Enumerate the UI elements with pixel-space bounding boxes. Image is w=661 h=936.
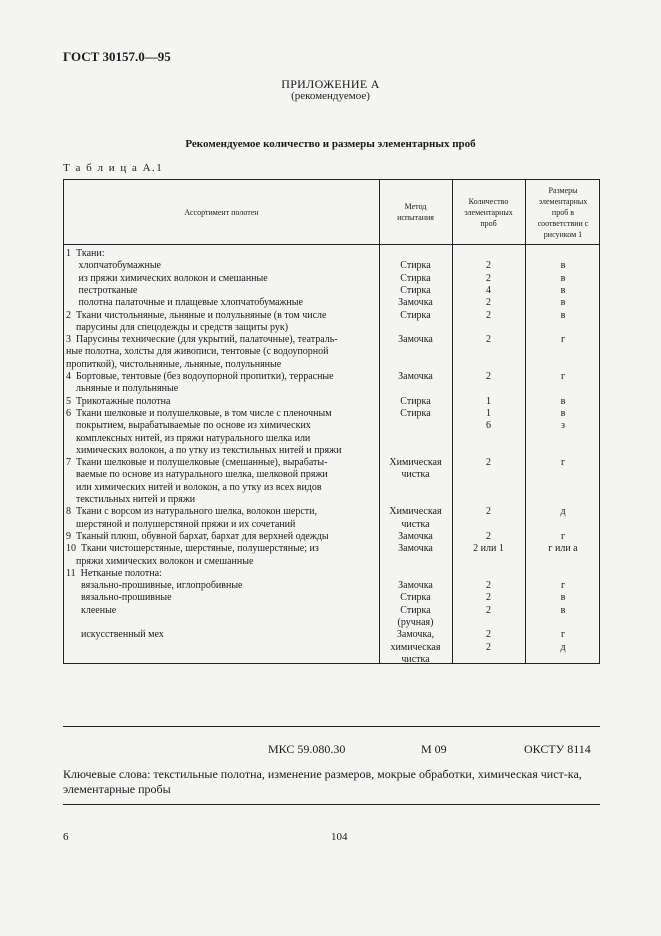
row-size: г [560,457,566,469]
header-count: Количество элементарных проб [464,196,513,228]
row-method: Замочка [398,297,433,309]
row-text: из пряжи химических волокон и смешанные [66,272,268,284]
row-text: искусственный мех [66,629,164,641]
row-method: Стирка [400,309,431,321]
row-count: 2 или 1 [473,543,504,555]
row-method: Замочка [398,543,433,555]
header-divider [64,244,599,245]
row-count: 2 [486,629,491,641]
row-size: в [560,284,566,296]
row-method: Замочка [398,371,433,382]
row-text: химических волокон, а по утку из текстильных нитей и пряжи [66,444,342,456]
row-method: Замочка [398,334,433,346]
row-text: вязально-прошивные [66,592,172,604]
row-size: в [560,260,566,272]
row-text: льняные и полульняные [66,383,179,395]
row-text: текстильных нитей и пряжи [66,494,196,505]
row-count: 2 [486,371,491,382]
row-count: 1 [486,407,491,419]
row-method: Стирка [400,592,431,604]
row-size: г [560,580,566,592]
row-size: з [561,420,565,432]
header-assortment: Ассортимент полотен [184,207,259,217]
row-text: покрытием, вырабатываемые по основе из химических [66,420,311,432]
row-size: г [560,530,566,542]
row-text: ные полотна, холсты для живописи, тентовые (с водоупорной [66,346,329,358]
row-size: в [560,297,566,309]
footer-rule-bottom [63,804,600,805]
appendix-title: ПРИЛОЖЕНИЕ А [281,77,380,91]
row-count: 2 [486,334,491,346]
okstu-code: ОКСТУ 8114 [524,742,591,756]
row-text: пряжи химических волокон и смешанные [66,555,254,567]
section-title: Рекомендуемое количество и размеры элементарных проб [185,138,476,150]
page-number-left: 6 [63,831,69,843]
row-text: 11 Нетканые полотна: [66,567,162,579]
row-text: парусины для спецодежды и средств защиты рук) [66,321,289,333]
row-text: 6 Ткани шелковые и полушелковые, в том числе с пленочным [66,407,332,419]
row-method: Стирка [400,260,431,272]
row-method: Стирка [400,395,431,407]
row-method: Стирка [400,604,431,616]
samples-table [63,179,600,664]
row-count: 2 [486,272,491,284]
table-label: Т а б л и ц а А.1 [63,162,164,174]
row-count: 2 [486,592,491,604]
row-size: в [560,272,566,284]
mks-code: МКС 59.080.30 [268,742,346,756]
row-count: 2 [486,297,491,309]
row-text: комплексных нитей, из пряжи натурального шелка или [66,432,311,444]
row-text: 9 Тканый плюш, обувной бархат, бархат для верхней одежды [66,530,329,542]
row-count: 2 [486,506,491,518]
row-size: г [560,371,566,382]
row-text: 7 Ткани шелковые и полушелковые (смешанные), вырабаты- [66,457,328,469]
row-count: 2 [486,530,491,542]
row-text: 10 Ткани чистошерстяные, шерстяные, полушерстяные; из [66,543,319,555]
row-method: Стирка [400,284,431,296]
page-number-center: 104 [331,831,348,843]
row-method: Замочка, [396,629,435,641]
row-text: пропиткой), чистольняные, льняные, полульняные [66,358,282,370]
row-text: или химических нитей и волокон, а по утку из всех видов [66,481,322,493]
row-count: 6 [486,420,491,432]
row-text: хлопчатобумажные [66,260,161,272]
row-method: Замочка [398,580,433,592]
row-method: Химическая [389,457,442,469]
row-text: 4 Бортовые, тентовые (без водоупорной пропитки), террасные [66,371,334,382]
footer-rule-top [63,726,600,727]
row-count: 1 [486,395,491,407]
header-size: Размеры элементарных проб в соответствии с рисунком 1 [537,185,589,239]
row-method: Химическая [389,506,442,518]
row-size: д [560,641,566,653]
row-text: шерстяной и полушерстяной пряжи и их сочетаний [66,518,296,530]
row-size: в [560,604,566,616]
row-method: Замочка [398,530,433,542]
row-text: 1 Ткани: [66,248,105,259]
row-count: 2 [486,457,491,469]
row-count: 2 [486,604,491,616]
row-size: д [560,506,566,518]
row-method: химическая [390,641,441,653]
appendix-subtitle: (рекомендуемое) [291,90,370,102]
row-text: пестротканые [66,284,138,296]
row-size: г или а [548,543,578,555]
row-count: 4 [486,284,491,296]
row-text: 5 Трикотажные полотна [66,395,171,407]
row-method: чистка [401,469,430,481]
row-text: 8 Ткани с ворсом из натурального шелка, волокон шерсти, [66,506,318,518]
row-size: в [560,592,566,604]
header-method: Метод испытания [397,202,434,222]
keywords: Ключевые слова: текстильные полотна, изменение размеров, мокрые обработки, химическая чист-ка, элементарные пробы [63,767,582,796]
row-text: клееные [66,604,117,616]
document-code: ГОСТ 30157.0—95 [63,49,171,64]
row-count: 2 [486,580,491,592]
row-text: 3 Парусины технические (для укрытий, палаточные), театраль- [66,334,338,346]
row-method: (ручная) [397,617,434,628]
row-text: 2 Ткани чистольняные, льняные и полульняные (в том числе [66,309,327,321]
row-size: г [560,629,566,641]
row-text: ваемые по основе из натурального шелка, шелковой пряжи [66,469,328,481]
row-method: чистка [401,518,430,530]
row-method: Стирка [400,407,431,419]
row-text: вязально-прошивные, иглопробивные [66,580,243,592]
row-method: Стирка [400,272,431,284]
m-code: М 09 [421,742,447,756]
row-size: в [560,407,566,419]
row-size: г [560,334,566,346]
row-count: 2 [486,641,491,653]
row-text: полотна палаточные и плащевые хлопчатобумажные [66,297,303,309]
row-size: в [560,395,566,407]
row-size: в [560,309,566,321]
row-method: чистка [401,653,430,665]
row-count: 2 [486,260,491,272]
row-count: 2 [486,309,491,321]
